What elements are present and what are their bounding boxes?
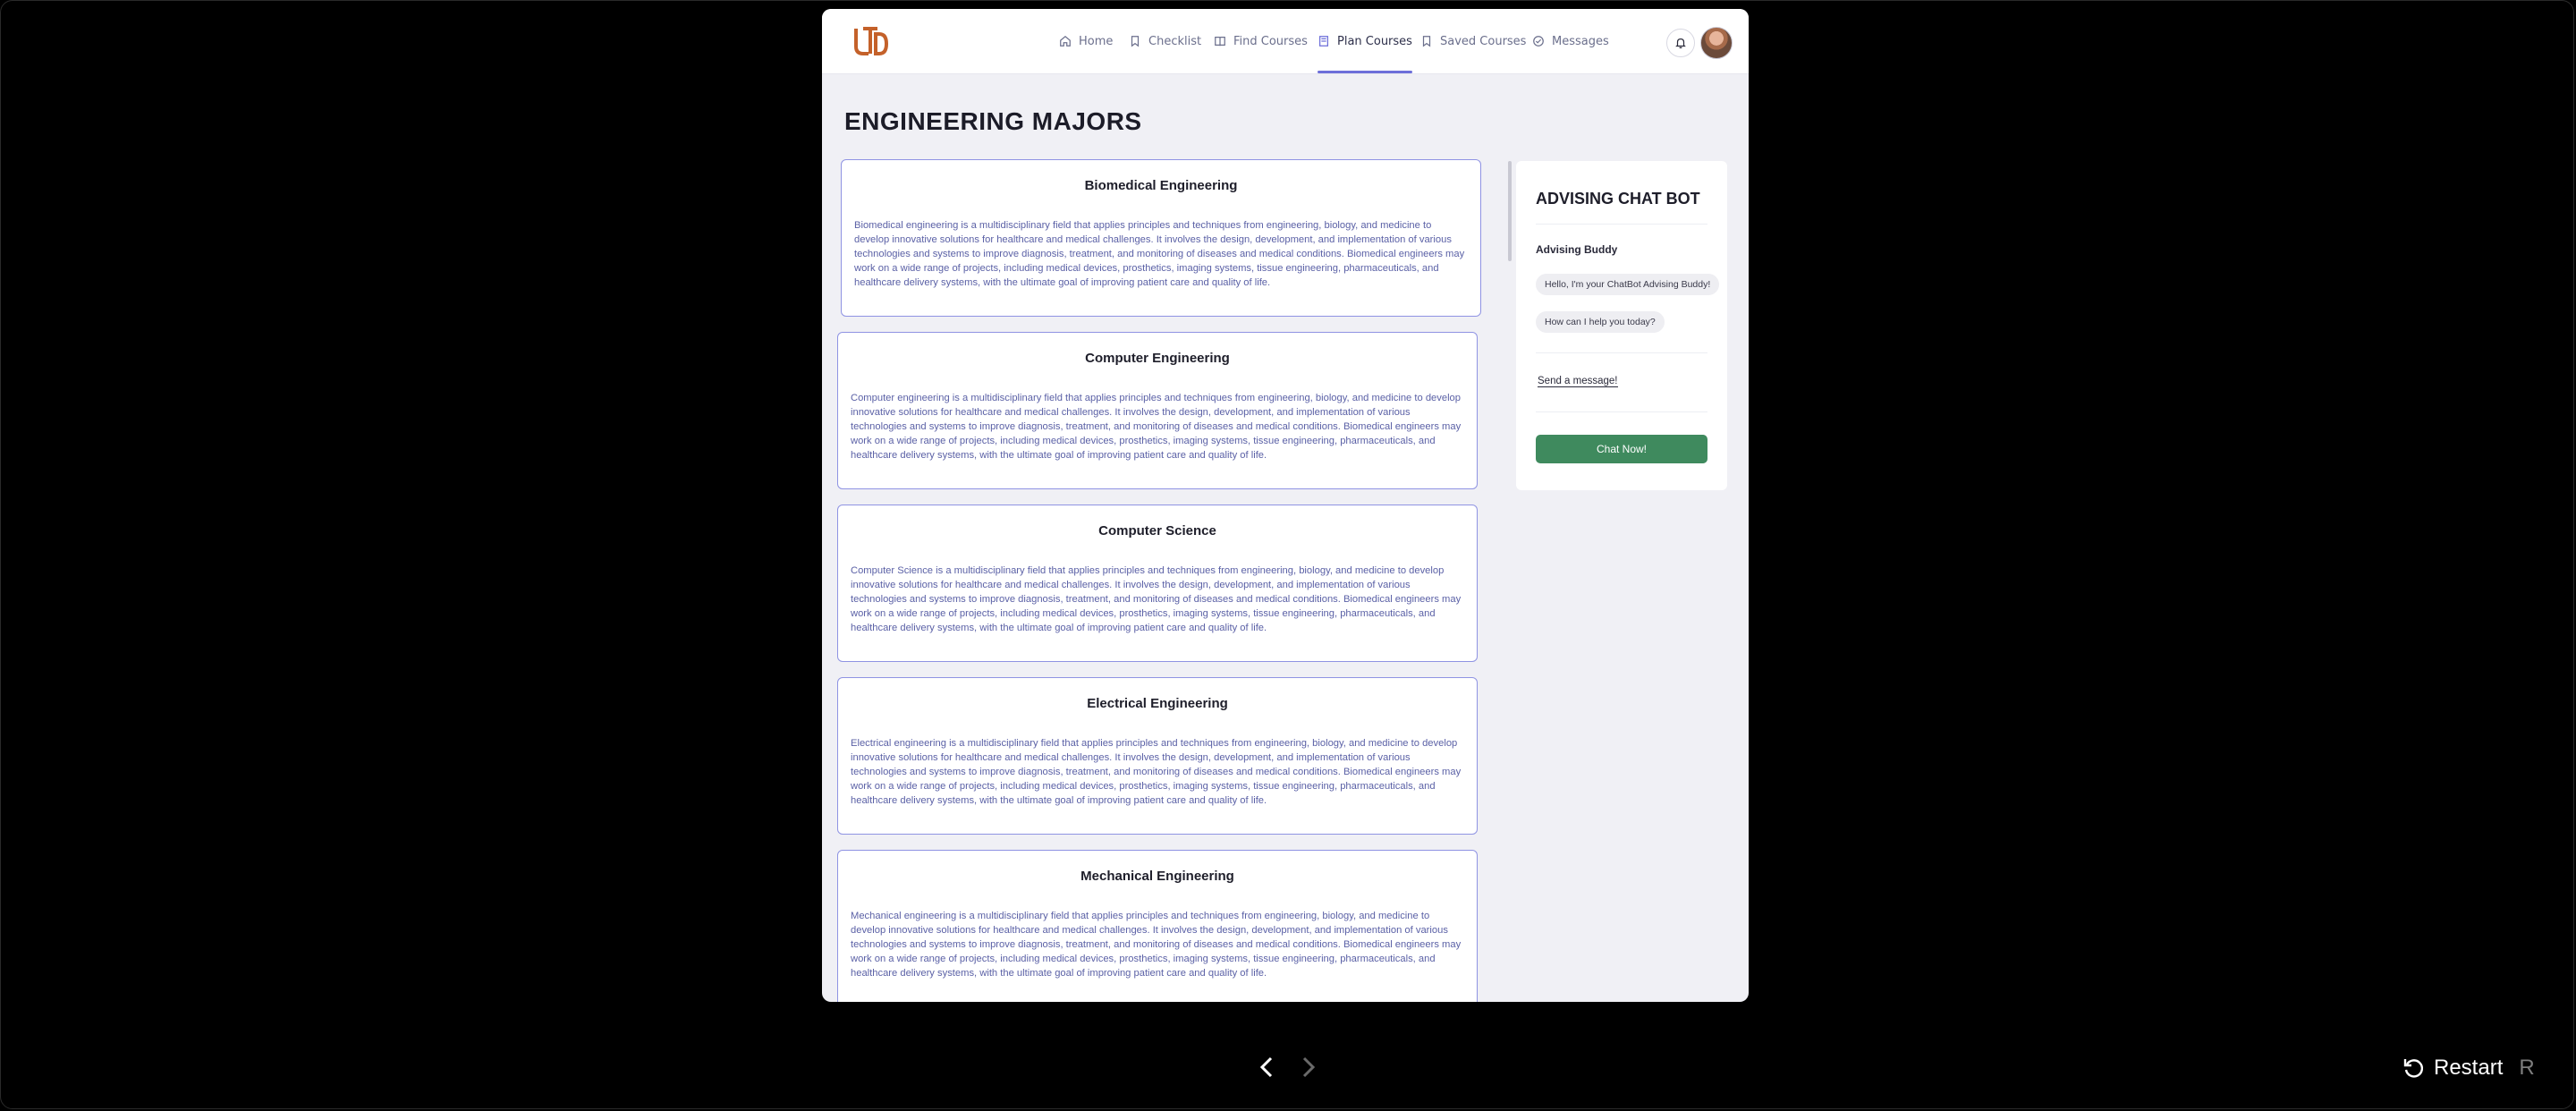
message-input[interactable]: Send a message!	[1538, 376, 1618, 386]
bell-icon	[1674, 37, 1687, 49]
major-card-description: Mechanical engineering is a multidisciplinary field that applies principles and techniques from engineering, biology, and medicine to develop innovative solutions for healthcare and medical challenges. It involves the design, development, and implementation of various technologies and systems to improve diagnosis, treatment, and monitoring of diseases and medical conditions. Biomedical engineers may work on a wide range of projects, including medical devices, prosthetics, imaging systems, tissue engineering, pharmaceuticals, and healthcare delivery systems, with the ultimate goal of improving patient care and quality of life.	[851, 911, 1462, 979]
nav-home-label: Home	[1079, 34, 1114, 48]
chevron-left-icon	[1258, 1056, 1275, 1079]
home-icon	[1059, 35, 1072, 47]
bookmark-icon	[1420, 35, 1433, 47]
divider	[1536, 352, 1707, 353]
restart-button[interactable]	[2402, 1053, 2535, 1083]
major-card-electrical[interactable]	[837, 677, 1478, 835]
notifications-button[interactable]	[1666, 29, 1695, 57]
logo-icon	[851, 23, 890, 59]
restart-label: Restart	[2434, 1056, 2504, 1080]
major-card-description: Electrical engineering is a multidisciplinary field that applies principles and techniques from engineering, biology, and medicine to develop innovative solutions for healthcare and medical challenges. It involves the design, development, and implementation of various technologies and systems to improve diagnosis, treatment, and monitoring of diseases and medical conditions. Biomedical engineers may work on a wide range of projects, including medical devices, prosthetics, imaging systems, tissue engineering, pharmaceuticals, and healthcare delivery systems, with the ultimate goal of improving patient care and quality of life.	[851, 738, 1462, 806]
major-card-mechanical[interactable]	[837, 850, 1478, 1002]
prev-slide-button[interactable]	[1253, 1054, 1280, 1081]
divider	[1536, 411, 1707, 412]
divider	[1536, 224, 1707, 225]
nav-find-courses[interactable]	[1214, 9, 1308, 73]
major-card-computer-engineering[interactable]	[837, 332, 1478, 489]
major-card-description: Computer engineering is a multidisciplinary field that applies principles and techniques from engineering, biology, and medicine to develop innovative solutions for healthcare and medical challenges. It involves the design, development, and implementation of various technologies and systems to improve diagnosis, treatment, and monitoring of diseases and medical conditions. Biomedical engineers may work on a wide range of projects, including medical devices, prosthetics, imaging systems, tissue engineering, pharmaceuticals, and healthcare delivery systems, with the ultimate goal of improving patient care and quality of life.	[851, 393, 1462, 461]
nav-checklist-label: Checklist	[1148, 34, 1202, 48]
chatbot-title: ADVISING CHAT BOT	[1536, 190, 1700, 208]
restart-shortcut-key: R	[2519, 1056, 2535, 1080]
major-card-description: Biomedical engineering is a multidisciplinary field that applies principles and techniques from engineering, biology, and medicine to develop innovative solutions for healthcare and medical challenges. It involves the design, development, and implementation of various technologies and systems to improve diagnosis, treatment, and monitoring of diseases and medical conditions. Biomedical engineers may work on a wide range of projects, including medical devices, prosthetics, imaging systems, tissue engineering, pharmaceuticals, and healthcare delivery systems, with the ultimate goal of improving patient care and quality of life.	[854, 220, 1465, 288]
nav-messages[interactable]	[1532, 9, 1609, 73]
nav-saved-courses[interactable]	[1420, 9, 1526, 73]
chatbot-name: Advising Buddy	[1536, 243, 1618, 256]
bookmark-icon	[1129, 35, 1141, 47]
major-card-title: Computer Engineering	[1085, 351, 1230, 366]
major-card-title: Biomedical Engineering	[1084, 178, 1238, 193]
major-card-title: Computer Science	[1098, 523, 1216, 539]
nav-home[interactable]	[1059, 9, 1113, 73]
user-avatar[interactable]	[1700, 27, 1733, 59]
active-tab-indicator	[1318, 71, 1412, 73]
next-slide-button[interactable]	[1295, 1054, 1322, 1081]
document-icon	[1318, 35, 1330, 47]
nav-saved-courses-label: Saved Courses	[1440, 34, 1527, 48]
nav-find-courses-label: Find Courses	[1233, 34, 1308, 48]
utd-logo[interactable]	[851, 23, 890, 59]
chat-icon	[1532, 35, 1545, 47]
nav-messages-label: Messages	[1552, 34, 1609, 48]
chat-message: How can I help you today?	[1536, 311, 1665, 333]
major-card-title: Mechanical Engineering	[1080, 869, 1234, 884]
top-nav	[822, 9, 1749, 74]
chat-message: Hello, I'm your ChatBot Advising Buddy!	[1536, 274, 1719, 295]
page-title: ENGINEERING MAJORS	[844, 107, 1142, 135]
nav-plan-courses[interactable]	[1318, 9, 1412, 73]
major-card-computer-science[interactable]	[837, 505, 1478, 662]
major-card-biomedical[interactable]	[841, 159, 1481, 317]
chevron-right-icon	[1300, 1056, 1318, 1079]
nav-checklist[interactable]	[1129, 9, 1201, 73]
major-card-description: Computer Science is a multidisciplinary field that applies principles and techniques from engineering, biology, and medicine to develop innovative solutions for healthcare and medical challenges. It involves the design, development, and implementation of various technologies and systems to improve diagnosis, treatment, and monitoring of diseases and medical conditions. Biomedical engineers may work on a wide range of projects, including medical devices, prosthetics, imaging systems, tissue engineering, pharmaceuticals, and healthcare delivery systems, with the ultimate goal of improving patient care and quality of life.	[851, 565, 1462, 633]
scrollbar-thumb[interactable]	[1508, 161, 1512, 261]
restart-icon	[2402, 1056, 2425, 1080]
book-icon	[1214, 35, 1226, 47]
app-window	[822, 9, 1749, 1002]
chatbot-panel	[1516, 161, 1727, 490]
chat-now-button[interactable]: Chat Now!	[1536, 435, 1707, 463]
nav-plan-courses-label: Plan Courses	[1337, 34, 1412, 48]
major-card-title: Electrical Engineering	[1087, 696, 1228, 711]
majors-list	[837, 159, 1490, 1002]
